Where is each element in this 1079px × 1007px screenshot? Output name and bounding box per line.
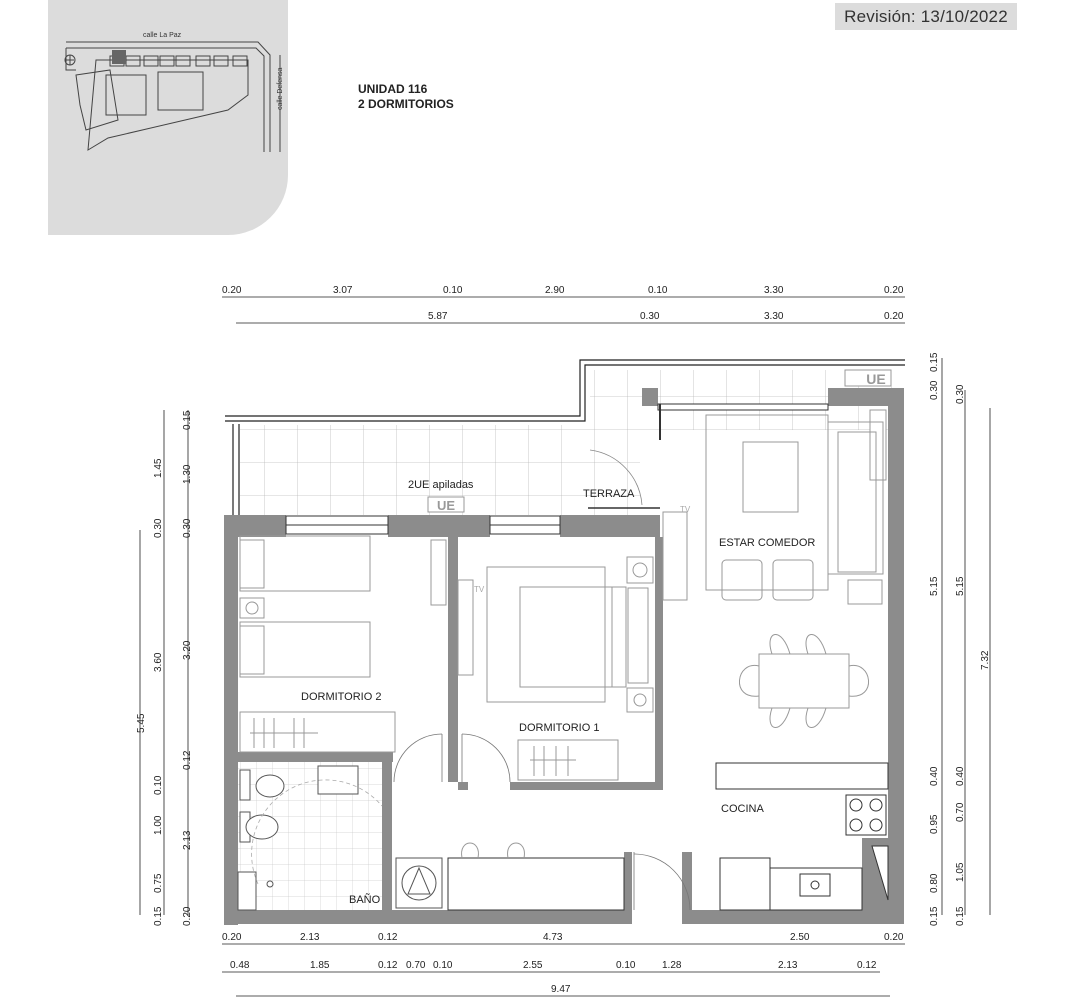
dim-left-mid-7: 0.15 bbox=[153, 906, 164, 926]
dim-bottom-2-10: 0.12 bbox=[857, 960, 877, 971]
dim-top-1-6: 3.30 bbox=[764, 285, 784, 296]
dim-left-inner-7: 0.20 bbox=[182, 906, 193, 926]
dim-right-col1-3: 5.15 bbox=[929, 576, 940, 596]
dim-bottom-2-8: 1.28 bbox=[662, 960, 682, 971]
dim-top-1-5: 0.10 bbox=[648, 285, 668, 296]
dim-top-2-2: 0.30 bbox=[640, 311, 660, 322]
dim-top-1-1: 0.20 bbox=[222, 285, 242, 296]
dim-left-inner-2: 1.30 bbox=[182, 464, 193, 484]
dim-right-total: 7.32 bbox=[980, 650, 991, 670]
dim-left-inner-1: 0.15 bbox=[182, 410, 193, 430]
dim-top-1-2: 3.07 bbox=[333, 285, 353, 296]
room-terraza: TERRAZA bbox=[583, 488, 635, 500]
dim-bottom-1-1: 0.20 bbox=[222, 932, 242, 943]
dim-top-2-4: 0.20 bbox=[884, 311, 904, 322]
revision-date: Revisión: 13/10/2022 bbox=[835, 3, 1017, 30]
dim-bottom-1-6: 0.20 bbox=[884, 932, 904, 943]
dim-bottom-2-1: 0.48 bbox=[230, 960, 250, 971]
dim-bottom-1-3: 0.12 bbox=[378, 932, 398, 943]
room-dormitorio-2: DORMITORIO 2 bbox=[301, 691, 382, 703]
dim-left-outer-1: 5.45 bbox=[136, 713, 147, 733]
dim-bottom-2-6: 2.55 bbox=[523, 960, 543, 971]
dim-left-mid-1: 1.45 bbox=[153, 458, 164, 478]
dim-right-col2-3: 0.40 bbox=[955, 766, 966, 786]
dim-top-2-1: 5.87 bbox=[428, 311, 448, 322]
dim-left-mid-6: 0.75 bbox=[153, 873, 164, 893]
bathroom-floor-upper bbox=[238, 762, 388, 857]
dim-right-col1-6: 0.80 bbox=[929, 873, 940, 893]
dim-bottom-2-5: 0.10 bbox=[433, 960, 453, 971]
dim-bottom-2-4: 0.70 bbox=[406, 960, 426, 971]
dim-left-inner-3: 0.30 bbox=[182, 518, 193, 538]
dim-right-col1-5: 0.95 bbox=[929, 814, 940, 834]
dim-right-col2-1: 0.30 bbox=[955, 384, 966, 404]
dim-top-1-3: 0.10 bbox=[443, 285, 463, 296]
living-furniture bbox=[663, 415, 883, 728]
dim-bottom-2-3: 0.12 bbox=[378, 960, 398, 971]
dim-bottom-2-7: 0.10 bbox=[616, 960, 636, 971]
room-bano: BAÑO bbox=[349, 894, 381, 906]
dim-bottom-2-2: 1.85 bbox=[310, 960, 330, 971]
dim-left-mid-5: 1.00 bbox=[153, 815, 164, 835]
dim-right-col1-4: 0.40 bbox=[929, 766, 940, 786]
dorm1-furniture bbox=[487, 557, 653, 780]
dim-bottom-1-2: 2.13 bbox=[300, 932, 320, 943]
tv-label-dorm1: TV bbox=[474, 585, 485, 594]
dim-bottom-2-9: 2.13 bbox=[778, 960, 798, 971]
room-dormitorio-1: DORMITORIO 1 bbox=[519, 722, 600, 734]
dim-right-col2-2: 5.15 bbox=[955, 576, 966, 596]
dim-right-col1-7: 0.15 bbox=[929, 906, 940, 926]
ue-label-top: UE bbox=[866, 371, 886, 387]
ue-note: 2UE apiladas bbox=[408, 479, 474, 491]
dim-top-1-4: 2.90 bbox=[545, 285, 565, 296]
unit-bedrooms: 2 DORMITORIOS bbox=[358, 97, 454, 111]
dim-left-inner-4: 3.20 bbox=[182, 640, 193, 660]
dim-right-col2-4: 0.70 bbox=[955, 802, 966, 822]
key-plan-street-right: calle Defensa bbox=[277, 67, 284, 110]
dim-right-col2-6: 0.15 bbox=[955, 906, 966, 926]
dim-left-inner-5: 0.12 bbox=[182, 750, 193, 770]
dim-left-mid-4: 0.10 bbox=[153, 775, 164, 795]
dim-bottom-1-5: 2.50 bbox=[790, 932, 810, 943]
key-plan-street-top: calle La Paz bbox=[143, 32, 182, 39]
dim-right-col1-2: 0.15 bbox=[929, 352, 940, 372]
dim-left-inner-6: 2.13 bbox=[182, 830, 193, 850]
dim-top-2-3: 3.30 bbox=[764, 311, 784, 322]
tv-label-living: TV bbox=[680, 505, 691, 514]
dim-bottom-total: 9.47 bbox=[551, 984, 571, 995]
room-cocina: COCINA bbox=[721, 803, 764, 815]
dim-right-col1-1: 0.30 bbox=[929, 380, 940, 400]
ue-label-terrace: UE bbox=[436, 498, 456, 513]
dim-top-1-7: 0.20 bbox=[884, 285, 904, 296]
dim-right-col2-5: 1.05 bbox=[955, 862, 966, 882]
dorm2-furniture bbox=[240, 536, 395, 752]
dim-bottom-1-4: 4.73 bbox=[543, 932, 563, 943]
room-estar-comedor: ESTAR COMEDOR bbox=[719, 537, 816, 549]
kitchen-stools bbox=[462, 843, 525, 858]
unit-number: UNIDAD 116 bbox=[358, 82, 428, 96]
dim-left-mid-2: 0.30 bbox=[153, 518, 164, 538]
dim-left-mid-3: 3.60 bbox=[153, 652, 164, 672]
